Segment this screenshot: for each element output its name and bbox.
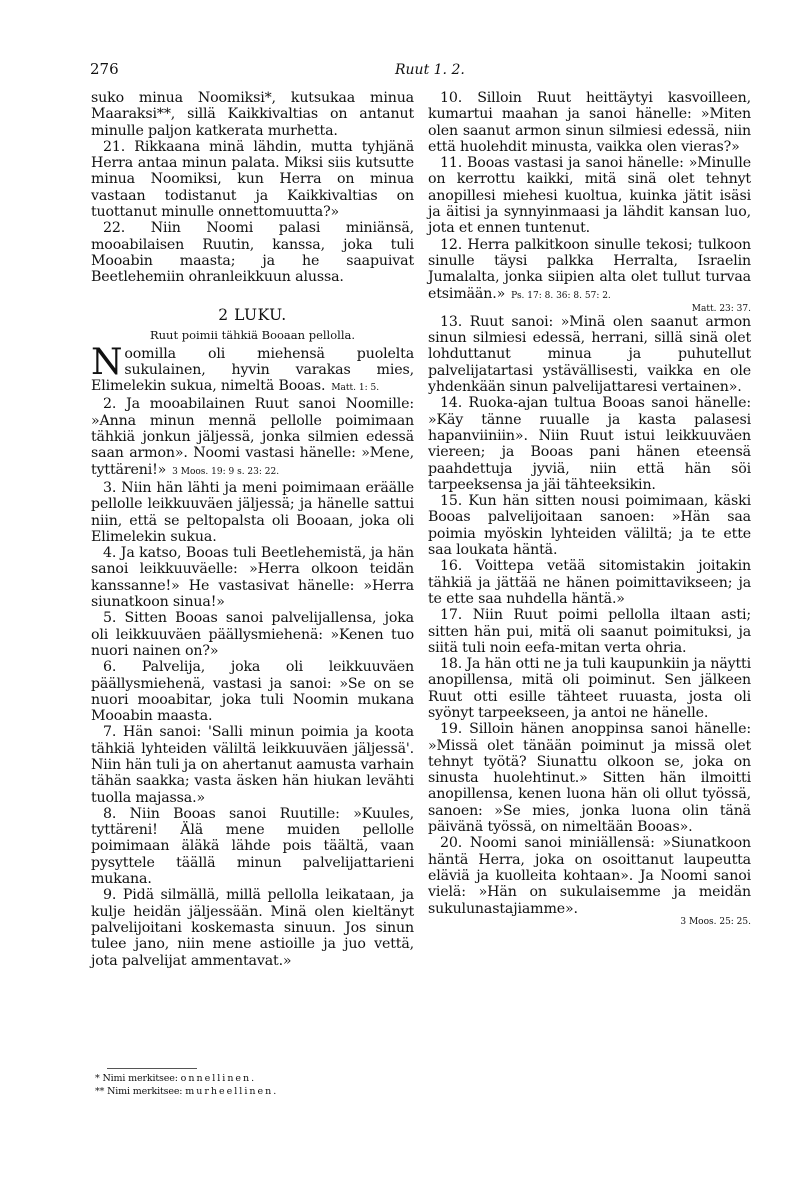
- cross-reference-continued: Matt. 23: 37.: [691, 303, 751, 314]
- verse-3: 3. Niin hän lähti ja meni poimimaan eräälle pellolle leikkuuväen jäljessä; ja hänelle sattui niin, että se peltopalsta oli Booaan, joka oli Elimelekin sukua.: [91, 479, 414, 545]
- verse-20: 20. Noomi sanoi miniällensä: »Siunatkoon häntä Herra, joka on osoittanut laupeutta eläviä ja kuolleita kohtaan». Ja Noomi sanoi vielä: »Hän on sukulaisemme ja meidän sukulunastajiamme».: [428, 835, 751, 917]
- chapter-title: 2 LUKU.: [218, 305, 287, 324]
- verse-continuation: suko minua Noomiksi*, kutsukaa minua Maaraksi**, sillä Kaikkivaltias on antanut minulle paljon katkerata murhetta.: [91, 90, 414, 139]
- footnote-1-label: * Nimi merkitsee:: [95, 1073, 178, 1084]
- verse-19: 19. Silloin hänen anoppinsa sanoi hänelle: »Missä olet tänään poiminut ja missä olet tehnyt työtä? Siunattu olkoon se, joka on sinusta huolehtinut.» Sitten hän ilmoitti anopillensa, kenen luona hän oli ollut työssä, sanoen: »Se mies, jonka luona olin tänä päivänä työssä, on nimeltään Booas».: [428, 721, 751, 836]
- right-column: [428, 90, 751, 927]
- footnote-1: [95, 1072, 415, 1085]
- verse-7: 7. Hän sanoi: 'Salli minun poimia ja koota tähkiä lyhteiden väliltä leikkuuväen jäljessä'. Niin hän tuli ja on ahertanut aamusta varhain tähän saakka; vasta äsken hän hiukan levähti tuolla majassa.»: [91, 724, 415, 806]
- verse-15: 15. Kun hän sitten nousi poimimaan, käski Booas palvelijoitaan sanoen: »Hän saa poimia myöskin lyhteiden väliltä; ja te ette saa loukata häntä.: [428, 493, 751, 559]
- cross-reference: 3 Moos. 19: 9 s. 23: 22.: [172, 466, 280, 477]
- page-number: 276: [90, 60, 119, 78]
- footnote-2-label: ** Nimi merkitsee:: [95, 1086, 183, 1097]
- verse-8: 8. Niin Booas sanoi Ruutille: »Kuules, tyttäreni! Älä mene muiden pellolle poimimaan äläkä lähde pois täältä, vaan pysyttele täällä minun palvelijattarieni mukana.: [91, 805, 414, 888]
- drop-cap: N: [91, 341, 123, 383]
- page-header: [90, 60, 775, 82]
- running-head: Ruut 1. 2.: [395, 62, 465, 78]
- verse-10: 10. Silloin Ruut heittäytyi kasvoilleen, kumartui maahan ja sanoi hänelle: »Miten olen saanut armon sinun silmiesi edessä, niin että huolehdit minusta, vaikka olen vieras?»: [428, 90, 751, 155]
- verse-16: 16. Voittepa vetää sitomistakin joitakin tähkiä ja jättää ne hänen poimittavikseen; ja te ette saa nuhdella häntä.»: [428, 558, 751, 607]
- cross-reference: 3 Moos. 25: 25.: [680, 916, 751, 927]
- cross-reference: Matt. 1: 5.: [331, 383, 380, 394]
- verse-4: 4. Ja katso, Booas tuli Beetlehemistä, ja hän sanoi leikkuuväelle: »Herra olkoon teidän kanssanne!» He vastasivat hänelle: »Herra siunatkoon sinua!»: [91, 545, 414, 611]
- verse-18: 18. Ja hän otti ne ja tuli kaupunkiin ja näytti anopillensa, mitä oli poiminut. Sen jälkeen Ruut otti esille tähteet ruuasta, josta oli syönyt tarpeekseen, ja antoi ne hänelle.: [428, 656, 751, 721]
- footnote-1-value: onnellinen.: [180, 1073, 257, 1084]
- verse-11: 11. Booas vastasi ja sanoi hänelle: »Minulle on kerrottu kaikki, mitä sinä olet tehnyt anopillesi miehesi kuoltua, kuinka jätit isäsi ja äitisi ja synnyinmaasi ja lähdit kansan luo, jota et ennen tuntenut.: [428, 155, 751, 237]
- cross-reference: Ps. 17: 8. 36: 8. 57: 2.: [511, 290, 611, 301]
- verse-2-text: 2. Ja mooabilainen Ruut sanoi Noomille: »Anna minun mennä pellolle poimimaan tähkiä jonkun jäljessä, jonka silmien edessä saan armon». Noomi vastasi hänelle: »Mene, tyttäreni!»: [91, 396, 414, 478]
- footnotes: [95, 1068, 415, 1098]
- verse-6: 6. Palvelija, joka oli leikkuuväen päällysmiehenä, vastasi ja sanoi: »Se on se nuori mooabitar, joka tuli Noomin mukana Mooabin maasta.: [91, 659, 414, 725]
- verse-13: 13. Ruut sanoi: »Minä olen saanut armon sinun silmiesi edessä, herrani, sillä sinä olet lohduttanut minua ja puhutellut palvelijatartasi ystävällisesti, vaikka en ole yhdenkään sinun palvelijattaresi vertainen».: [428, 313, 751, 396]
- verse-17: 17. Niin Ruut poimi pellolla iltaan asti; sitten hän pui, mitä oli saanut poimituksi, ja siitä tuli noin eefa-mitan verta ohria.: [428, 607, 751, 656]
- footnote-2-value: murheellinen.: [185, 1086, 279, 1097]
- footnote-rule: [107, 1068, 197, 1069]
- left-column: [91, 90, 414, 969]
- verse-9: 9. Pidä silmällä, millä pellolla leikataan, ja kulje heidän jäljessään. Minä olen kieltänyt palvelijoitani koskemasta sinuun. Jos sinun tulee jano, niin mene astioille ja juo vettä, jota palvelijat ammentavat.»: [91, 887, 414, 969]
- verse-12-text: 12. Herra palkitkoon sinulle tekosi; tulkoon sinulle täysi palkka Herralta, Israelin Jumalalta, jonka siipien alta olet tullut turvaa etsimään.»: [428, 236, 751, 302]
- verse-22: 22. Niin Noomi palasi miniänsä, mooabilaisen Ruutin, kanssa, joka tuli Mooabin maasta; ja he saapuivat Beetlehemiin ohranleikkuun alussa.: [91, 220, 414, 286]
- verse-2: [91, 396, 414, 479]
- verse-5: 5. Sitten Booas sanoi palvelijallensa, joka oli leikkuuväen päällysmiehenä: »Kenen tuo nuori nainen on?»: [91, 610, 414, 659]
- footnote-2: [95, 1085, 415, 1098]
- verse-1-text: oomilla oli miehensä puolelta sukulainen, hyvin varakas mies, Elimelekin sukua, nimeltä Booas.: [91, 345, 414, 395]
- verse-12: [428, 237, 751, 304]
- verse-21: 21. Rikkaana minä lähdin, mutta tyhjänä Herra antaa minun palata. Miksi siis kutsutte minua Noomiksi, kun Herra on minua vastaan todistanut ja Kaikkivaltias on tuottanut minulle onnettomuutta?»: [91, 138, 414, 221]
- verse-1: [91, 341, 414, 397]
- verse-14: 14. Ruoka-ajan tultua Booas sanoi hänelle: »Käy tänne ruualle ja kasta palasesi hapanviiniin». Niin Ruut istui leikkuuväen viereen; ja Booas pani hänen eteensä paahdettuja jyviä, niin että hän söi tarpeeksensa ja jäi tähteeksikin.: [428, 395, 751, 493]
- chapter-summary: Ruut poimii tähkiä Booaan pellolla.: [149, 327, 356, 342]
